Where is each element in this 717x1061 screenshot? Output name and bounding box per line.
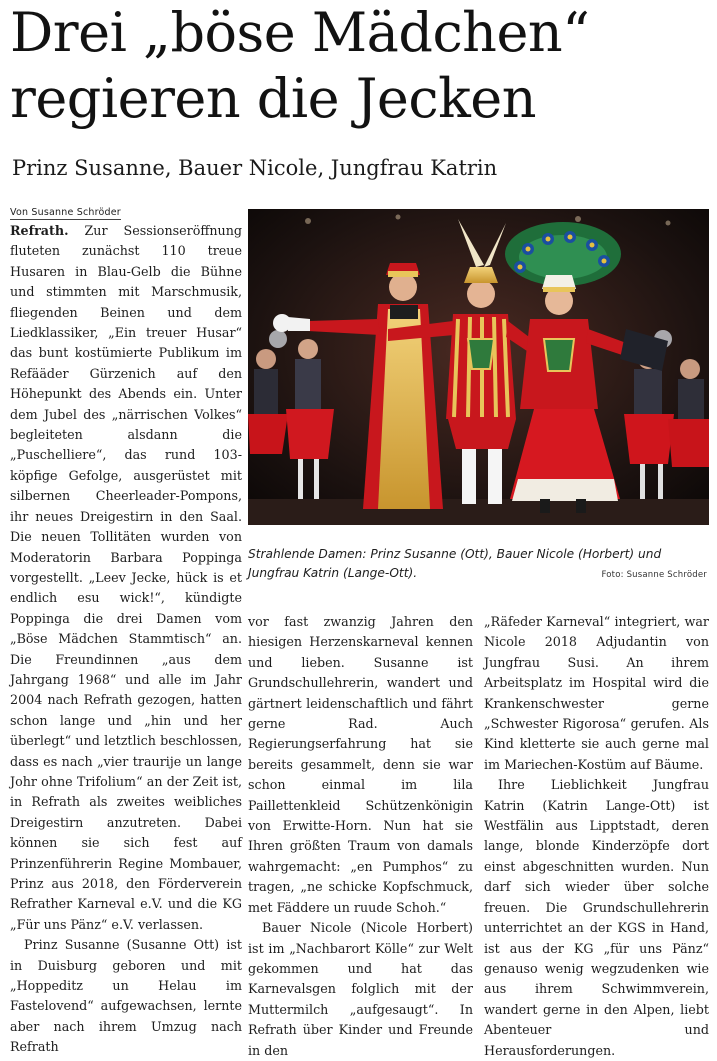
article-column-3 (484, 612, 709, 1061)
photo-caption: Strahlende Damen: Prinz Susanne (Ott), Bauer Nicole (Horbert) und Jungfrau Katrin (Lange-Ott). (248, 547, 662, 580)
paragraph: Bauer Nicole (Nicole Horbert) ist im „Nachbarort Kölle“ zur Welt gekommen und hat das Karnevalsgen folglich mit der Muttermilch „aufgesaugt“. In Refrath über Kinder und Freunde in den (248, 920, 473, 1058)
paragraph: „Räfeder Karneval“ integriert, war Nicole 2018 Adjudantin von Jungfrau Susi. An ihrem Arbeitsplatz im Hospital wird die Krankenschwester gerne „Schwester Rigorosa“ gerufen. Als Kind kletterte sie auch gerne mal im Mariechen-Kostüm auf Bäume. (484, 614, 709, 772)
carnival-photo-illustration (248, 209, 709, 525)
headline: Drei „böse Mädchen“ regieren die Jecken (10, 1, 590, 130)
paragraph (10, 221, 242, 935)
paragraph: vor fast zwanzig Jahren den hiesigen Herzenskarneval kennen und lieben. Susanne ist Grundschullehrerin, wandert und gärtnert leidenschaftlich und fährt gerne Rad. Auch Regierungserfahrung hat sie bereits gesammelt, denn sie war schon einmal im lila Paillettenkleid Schützenkönigin von Erwitte-Horn. Nun hat sie Ihren größten Traum von damals wahrgemacht: „en Pumphos“ zu tragen, „ne schicke Kopfschmuck, met Fäddere un ruude Schoh.“ (248, 614, 473, 915)
paragraph: Ihre Lieblichkeit Jungfrau Katrin (Katrin Lange-Ott) ist Westfälin aus Lipptstadt, deren lange, blonde Kinderzöpfe dort einst abgeschnitten wurden. Nun darf sich wieder über solche freuen. Die Grundschullehrerin unterrichtet an der KGS in Hand, ist aus der KG „für uns Pänz“ genauso wenig wegzudenken wie aus ihrem Schwimmverein, wandert gerne in den Alpen, liebt Abenteuer und Herausforderungen. (484, 777, 709, 1058)
subtitle: Prinz Susanne, Bauer Nicole, Jungfrau Katrin (12, 156, 498, 180)
photo-credit: Foto: Susanne Schröder (601, 570, 707, 580)
paragraph-text: Zur Sessionseröffnung fluteten zunächst 110 treue Husaren in Blau-Gelb die Bühne und stimmten mit Marschmusik, fliegenden Beinen und dem Liedklassiker, „Ein treuer Husar“ das bunt kostümierte Publikum im Refääder Gürzenich auf den Höhepunkt des Abends ein. Unter dem Jubel des „närrischen Volkes“ begleiteten alsdann die „Puschelliere“, das rund 103-köpfige Gefolge, ausgerüstet mit silbernen Cheerleader-Pompons, ihr neues Dreigestirn in den Saal. Die neuen Tollitäten wurden von Moderatorin Barbara Poppinga vorgestellt. „Leev Jecke, hück is et endlich esu wick!“, kündigte Poppinga die drei Damen vom „Böse Mädchen Stammtisch“ an. Die Freundinnen „aus dem Jahrgang 1968“ und alle im Jahr 2004 nach Refrath gezogen, hatten schon lange und „hin und her überlegt“ und letztlich beschlossen, dass es nach „vier traurije un lange Johr ohne Trifolium“ an der Zeit ist, in Refrath als zweites weibliches Dreigestirn anzutreten. Dabei können sie sich fest auf Prinzenführerin Regine Mombauer, Prinz aus 2018, den Förderverein Refrather Karneval e.V. und die KG „Für uns Pänz“ e.V. verlassen. (10, 223, 242, 932)
article-photo (248, 209, 709, 525)
dateline: Refrath. (10, 223, 69, 238)
article-column-1 (10, 221, 242, 1058)
byline: Von Susanne Schröder (10, 207, 121, 218)
paragraph: Prinz Susanne (Susanne Ott) ist in Duisburg geboren und mit „Hoppeditz un Helau im Fastelovend“ aufgewachsen, lernte aber nach ihrem Umzug nach Refrath (10, 937, 242, 1055)
article-column-2 (248, 612, 473, 1061)
